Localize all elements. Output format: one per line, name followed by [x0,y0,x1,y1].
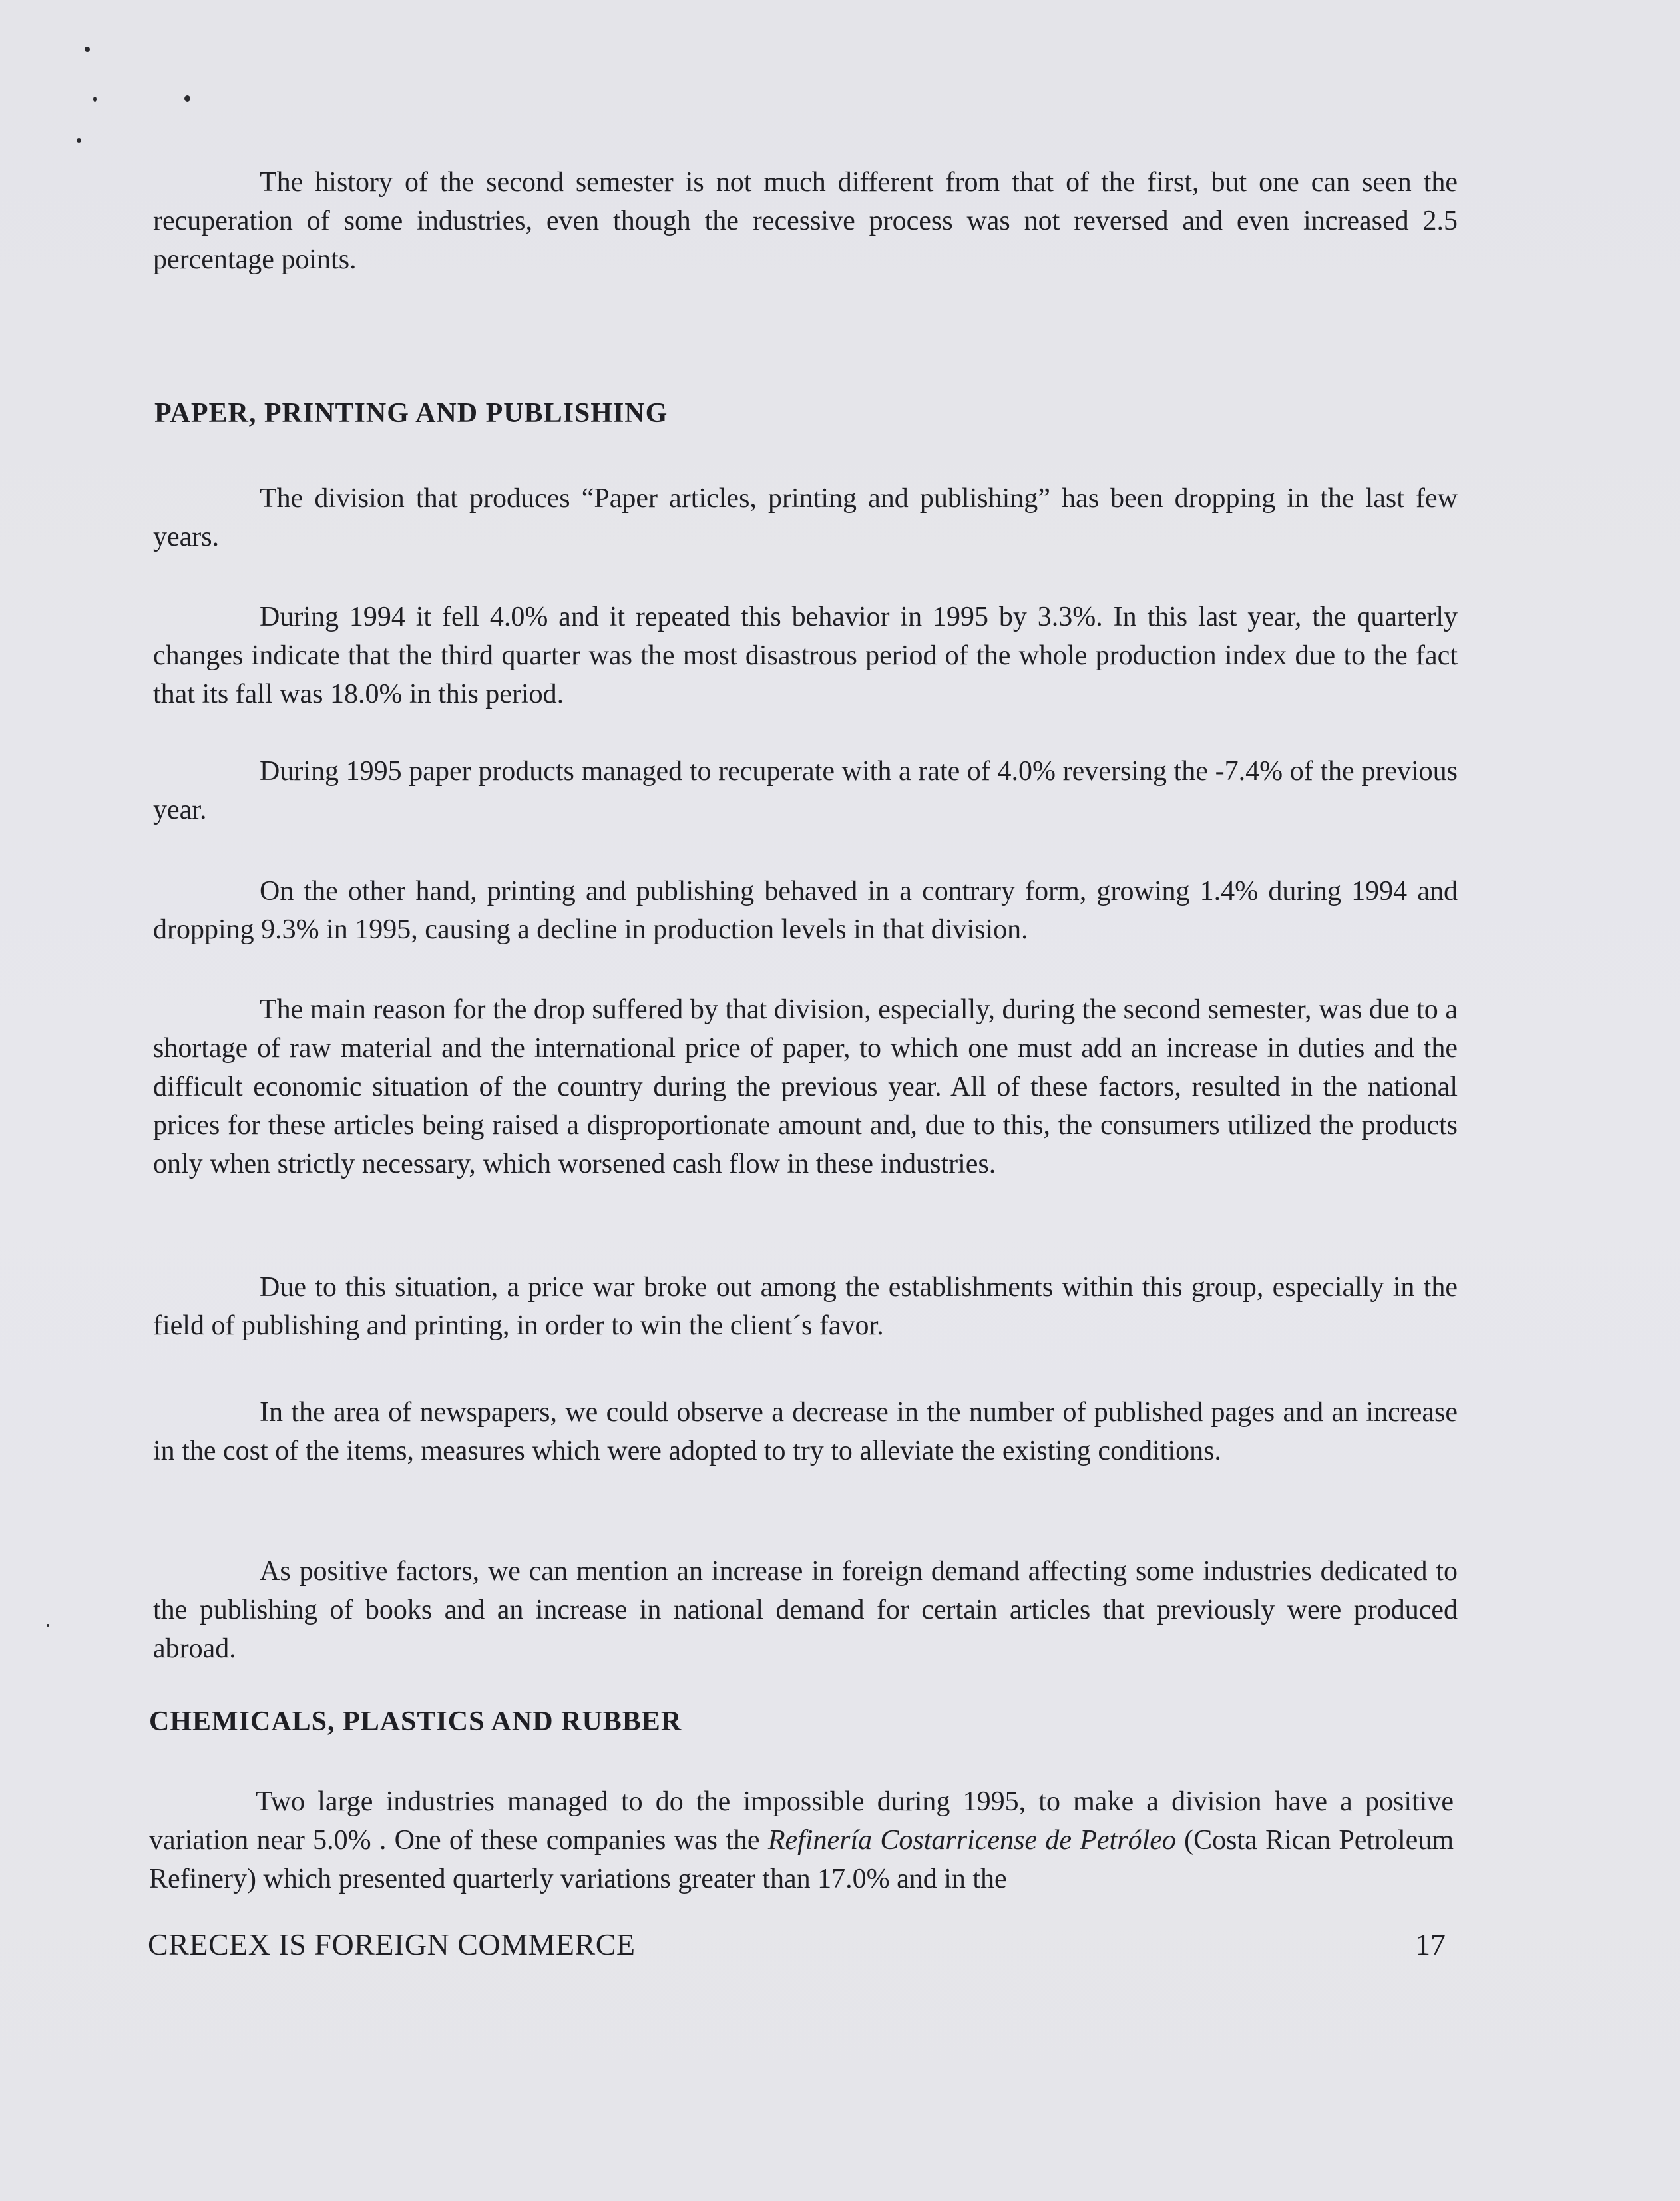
scan-speck [85,47,90,52]
paragraph-paper-products: During 1995 paper products managed to recuperate with a rate of 4.0% reversing the -7.4% of the previous year. [153,756,1458,825]
scan-speck [77,138,81,143]
footer-publication-title: CRECEX IS FOREIGN COMMERCE [148,1927,636,1961]
heading-chemicals-plastics-rubber: CHEMICALS, PLASTICS AND RUBBER [149,1706,682,1737]
paragraph-text-end: (Costa Rican Petroleum Refinery) which presented quarterly variations greater than 17.0% and in the [149,1825,1454,1894]
scan-speck [184,95,190,102]
paragraph-text-start: Two large industries managed to do the impossible during 1995, to make a division have a positive variation near 5.0% . One of these companies was the [149,1786,1454,1856]
paragraph-division-dropping: The division that produces “Paper articles, printing and publishing” has been dropping in the last few years. [153,483,1458,552]
paragraph-second-semester: The history of the second semester is not much different from that of the first, but one can seen the recuperation of some industries, even though the recessive process was not reversed and even increased 2.5 percentage points. [153,167,1458,275]
scan-speck [47,1624,49,1627]
paragraph-printing-publishing: On the other hand, printing and publishing behaved in a contrary form, growing 1.4% during 1994 and dropping 9.3% in 1995, causing a decline in production levels in that division. [153,876,1458,945]
paragraph-newspapers: In the area of newspapers, we could observe a decrease in the number of published pages and an increase in the cost of the items, measures which were adopted to try to alleviate the existing conditions. [153,1397,1458,1466]
refinery-name-italic: Refinería Costarricense de Petróleo [767,1825,1176,1856]
scan-speck [93,97,97,102]
heading-paper-printing-publishing: PAPER, PRINTING AND PUBLISHING [154,398,668,429]
paragraph-price-war: Due to this situation, a price war broke out among the establishments within this group, especially in the field of publishing and printing, in order to win the client´s favor. [153,1272,1458,1341]
footer-page-number: 17 [1415,1927,1446,1961]
paragraph-main-reason: The main reason for the drop suffered by that division, especially, during the second semester, was due to a shortage of raw material and the international price of paper, to which one must add an increase in duties and the difficult economic situation of the country during the previous year. All of these factors, resulted in the national prices for these articles being raised a disproportionate amount and, due to this, the consumers utilized the products only when strictly necessary, which worsened cash flow in these industries. [153,994,1458,1179]
paragraph-positive-factors: As positive factors, we can mention an increase in foreign demand affecting some industries dedicated to the publishing of books and an increase in national demand for certain articles that previously were produced abroad. [153,1556,1458,1664]
paragraph-two-large-industries [149,1782,1454,1898]
paragraph-1994-fall: During 1994 it fell 4.0% and it repeated this behavior in 1995 by 3.3%. In this last year, the quarterly changes indicate that the third quarter was the most disastrous period of the whole production index due to the fact that its fall was 18.0% in this period. [153,602,1458,709]
